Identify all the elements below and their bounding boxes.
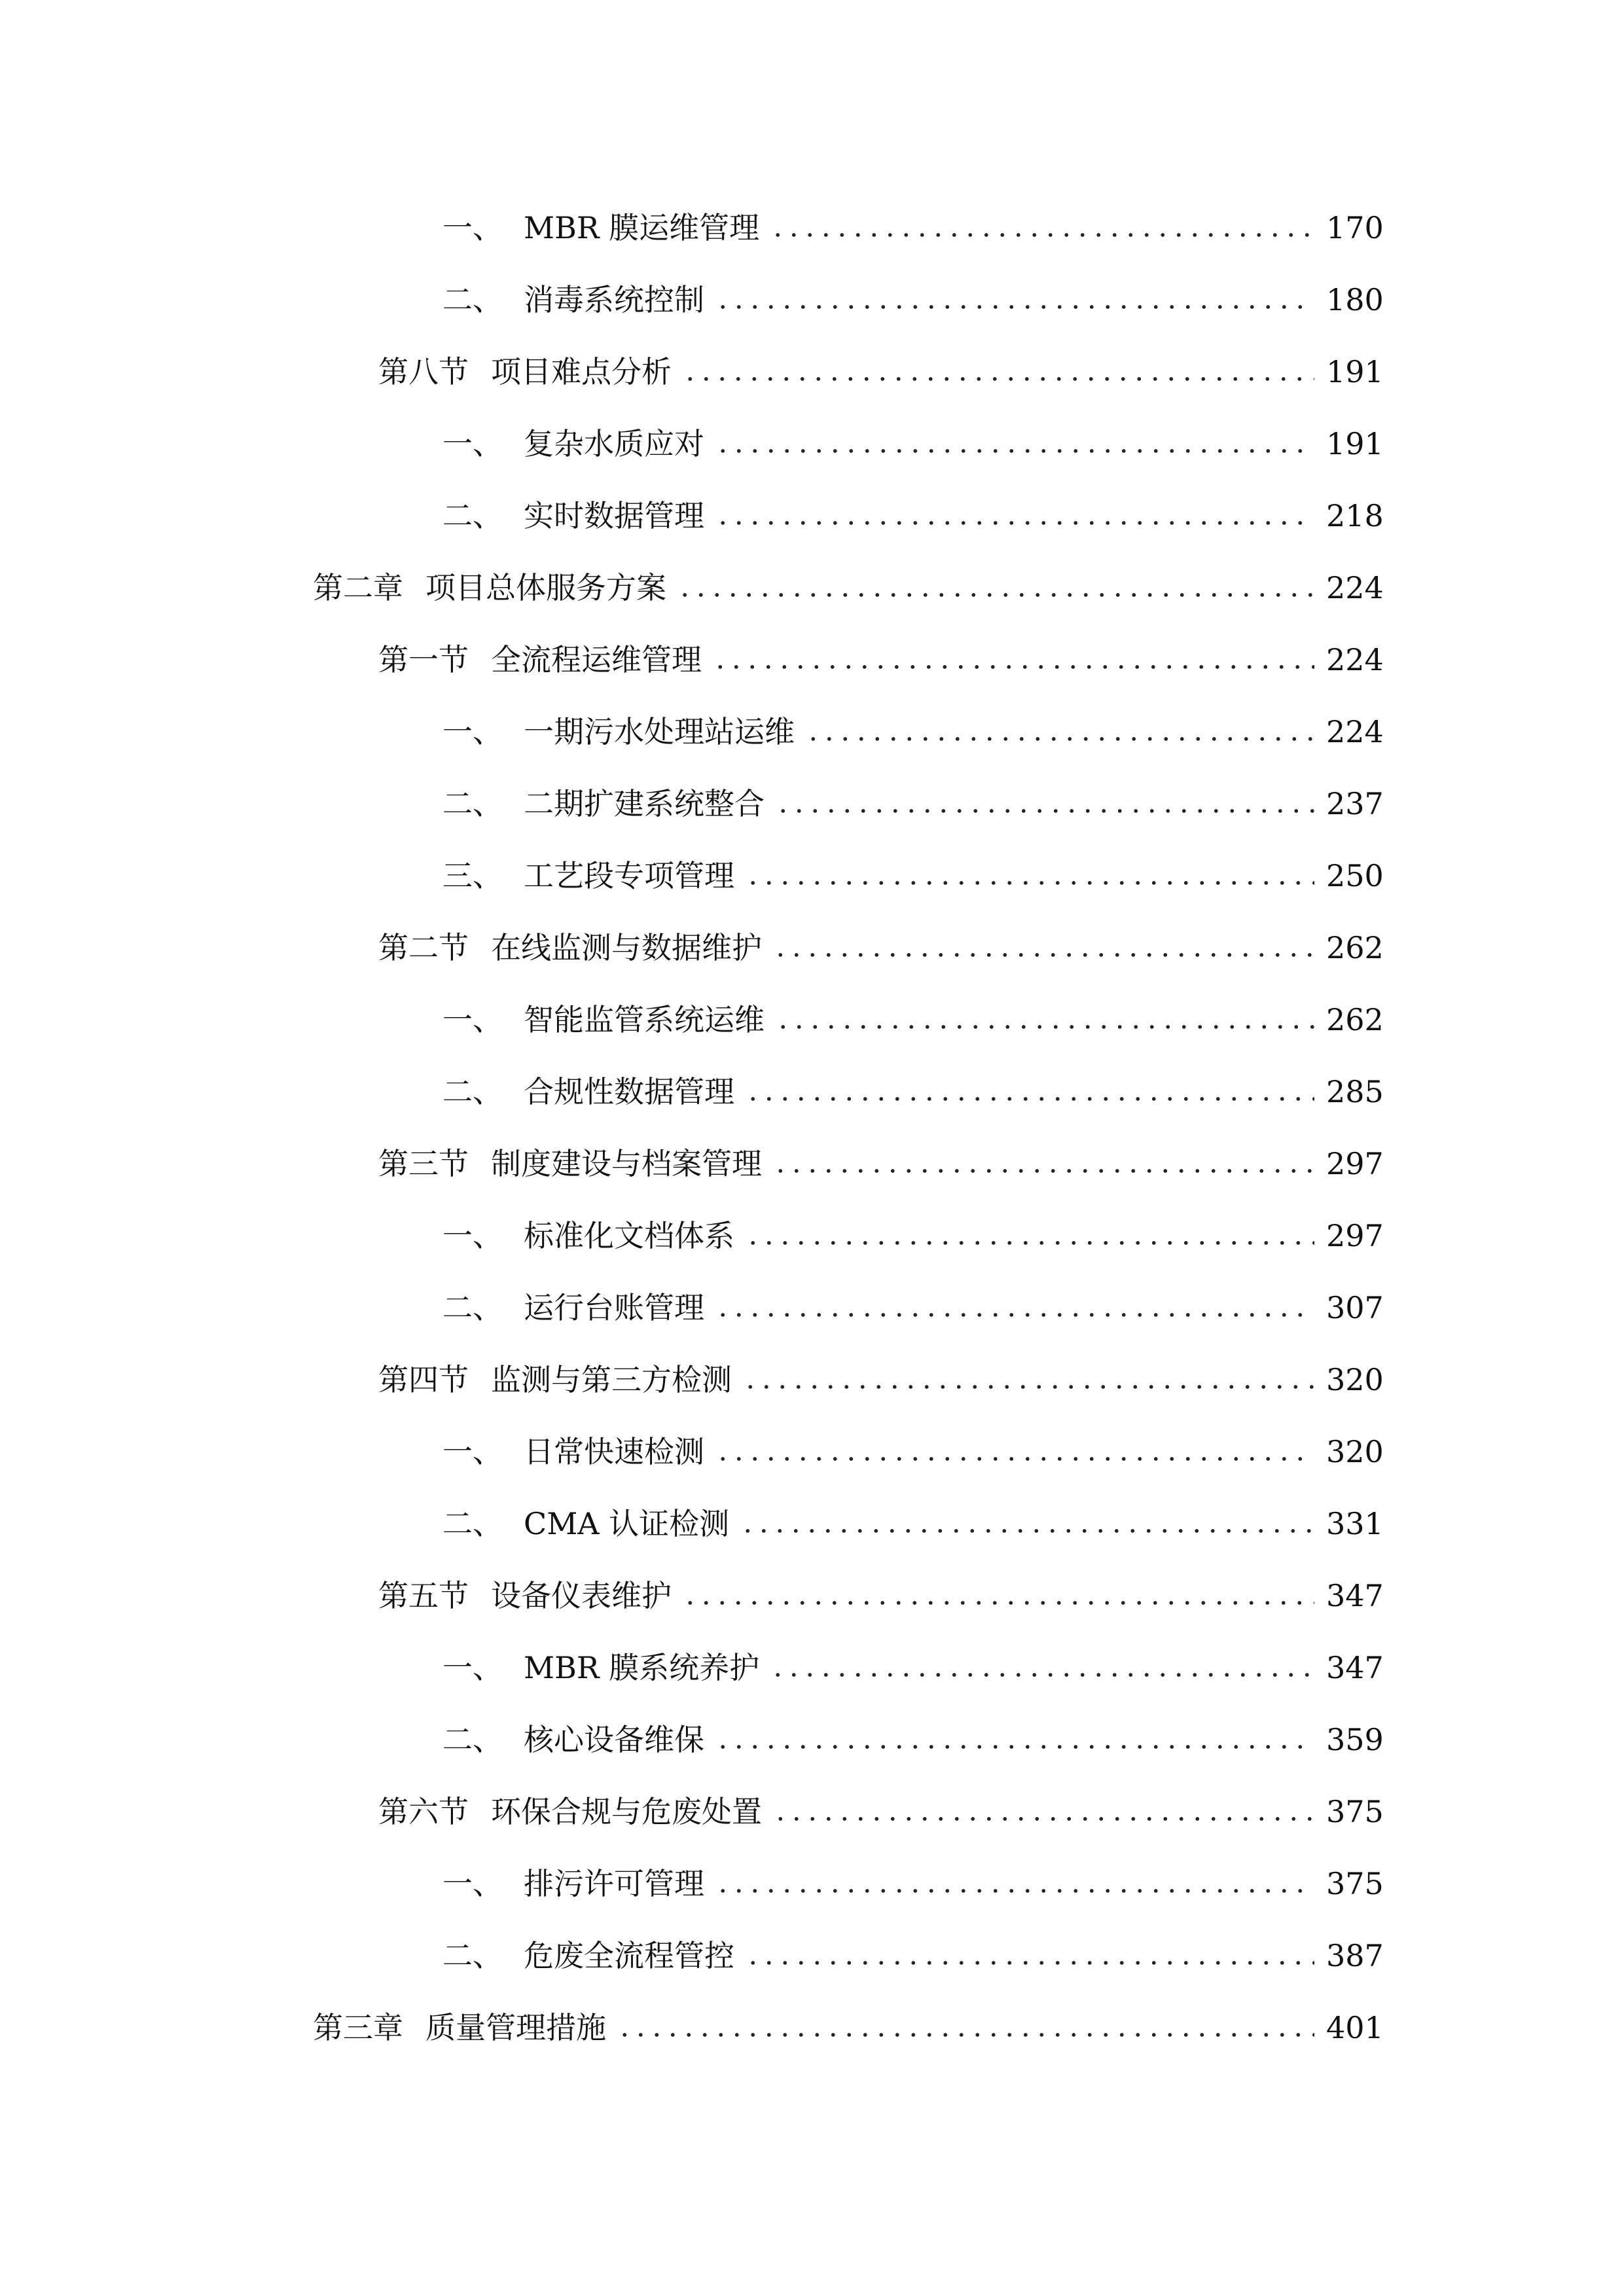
toc-entry[interactable] bbox=[442, 1713, 1384, 1766]
toc-dot-leader bbox=[712, 665, 1314, 669]
toc-entry-title: 设备仪表维护 bbox=[491, 1578, 672, 1613]
toc-dot-leader bbox=[715, 1889, 1314, 1893]
toc-dot-leader bbox=[772, 1169, 1314, 1173]
toc-dot-leader bbox=[770, 233, 1314, 237]
toc-entry[interactable] bbox=[442, 490, 1384, 542]
toc-entry-title: 合规性数据管理 bbox=[524, 1074, 734, 1109]
toc-entry-number: 第一节 bbox=[378, 642, 469, 677]
toc-entry-page: 401 bbox=[1326, 2010, 1384, 2045]
toc-entry[interactable] bbox=[442, 706, 1384, 758]
toc-entry-number: 一、 bbox=[442, 426, 503, 461]
toc-entry[interactable] bbox=[442, 1282, 1384, 1334]
toc-entry[interactable] bbox=[378, 922, 1384, 974]
toc-entry-page: 320 bbox=[1326, 1362, 1384, 1397]
toc-entry-page: 320 bbox=[1326, 1434, 1384, 1469]
toc-entry-number: 二、 bbox=[442, 1722, 503, 1757]
toc-entry[interactable] bbox=[442, 1929, 1384, 1982]
toc-entry[interactable] bbox=[442, 418, 1384, 470]
toc-entry-page: 347 bbox=[1326, 1650, 1384, 1685]
toc-entry-page: 375 bbox=[1326, 1866, 1384, 1901]
toc-entry[interactable] bbox=[378, 634, 1384, 686]
toc-entry[interactable] bbox=[378, 1570, 1384, 1622]
toc-entry-page: 237 bbox=[1326, 786, 1384, 821]
toc-entry-page: 218 bbox=[1326, 498, 1384, 533]
toc-entry-title: 工艺段专项管理 bbox=[524, 858, 734, 893]
toc-entry-title: 标准化文档体系 bbox=[524, 1218, 734, 1253]
toc-entry-page: 375 bbox=[1326, 1794, 1384, 1829]
toc-entry-number: 第三节 bbox=[378, 1146, 469, 1181]
toc-entry[interactable] bbox=[442, 1426, 1384, 1478]
toc-dot-leader bbox=[775, 1025, 1314, 1029]
toc-entry-title: 全流程运维管理 bbox=[491, 642, 702, 677]
toc-entry[interactable] bbox=[378, 1785, 1384, 1838]
toc-dot-leader bbox=[745, 1241, 1314, 1245]
toc-dot-leader bbox=[742, 1385, 1314, 1389]
toc-entry-page: 285 bbox=[1326, 1074, 1384, 1109]
toc-entry-number: 一、 bbox=[442, 1218, 503, 1253]
toc-entry[interactable] bbox=[313, 2001, 1384, 2054]
toc-dot-leader bbox=[715, 305, 1314, 309]
toc-entry-title: 项目总体服务方案 bbox=[425, 570, 666, 605]
toc-entry-title: 在线监测与数据维护 bbox=[491, 930, 762, 965]
toc-entry[interactable] bbox=[442, 1498, 1384, 1550]
toc-entry-number: 一、 bbox=[442, 1866, 503, 1901]
toc-entry-page: 359 bbox=[1326, 1722, 1384, 1757]
toc-entry-number: 三、 bbox=[442, 858, 503, 893]
toc-entry-page: 262 bbox=[1326, 1002, 1384, 1037]
toc-dot-leader bbox=[617, 2033, 1314, 2037]
toc-dot-leader bbox=[740, 1529, 1314, 1533]
toc-dot-leader bbox=[770, 1673, 1314, 1677]
toc-dot-leader bbox=[745, 881, 1314, 885]
toc-dot-leader bbox=[715, 1745, 1314, 1749]
toc-entry-page: 387 bbox=[1326, 1938, 1384, 1973]
toc-entry-title: 二期扩建系统整合 bbox=[524, 786, 765, 821]
toc-dot-leader bbox=[745, 1097, 1314, 1101]
toc-entry-number: 一、 bbox=[442, 1434, 503, 1469]
toc-entry-page: 191 bbox=[1326, 426, 1384, 461]
toc-entry-page: 170 bbox=[1326, 210, 1384, 245]
toc-entry-title: 智能监管系统运维 bbox=[524, 1002, 765, 1037]
toc-entry-number: 一、 bbox=[442, 1002, 503, 1037]
toc-entry-title: 复杂水质应对 bbox=[524, 426, 704, 461]
toc-entry[interactable] bbox=[442, 994, 1384, 1046]
toc-entry-title: 环保合规与危废处置 bbox=[491, 1794, 762, 1829]
toc-dot-leader bbox=[805, 737, 1314, 741]
toc-entry-number: 一、 bbox=[442, 210, 503, 245]
toc-entry-page: 224 bbox=[1326, 714, 1384, 749]
toc-entry-number: 第三章 bbox=[313, 2010, 403, 2045]
toc-entry-number: 第八节 bbox=[378, 354, 469, 389]
toc-entry-number: 第五节 bbox=[378, 1578, 469, 1613]
toc-entry-title: 消毒系统控制 bbox=[524, 282, 704, 317]
toc-entry[interactable] bbox=[313, 562, 1384, 614]
toc-dot-leader bbox=[775, 809, 1314, 813]
toc-entry-title: 核心设备维保 bbox=[524, 1722, 704, 1757]
toc-entry-title: 项目难点分析 bbox=[491, 354, 672, 389]
toc-dot-leader bbox=[745, 1961, 1314, 1965]
toc-dot-leader bbox=[677, 593, 1314, 597]
toc-entry[interactable] bbox=[442, 274, 1384, 326]
toc-dot-leader bbox=[715, 521, 1314, 525]
toc-entry-number: 一、 bbox=[442, 1650, 503, 1685]
toc-entry-number: 第二章 bbox=[313, 570, 403, 605]
toc-entry[interactable] bbox=[442, 1066, 1384, 1118]
toc-entry-number: 二、 bbox=[442, 282, 503, 317]
toc-entry[interactable] bbox=[442, 778, 1384, 830]
toc-entry-title: 质量管理措施 bbox=[425, 2010, 606, 2045]
toc-entry-page: 191 bbox=[1326, 354, 1384, 389]
toc-entry-page: 347 bbox=[1326, 1578, 1384, 1613]
toc-entry-number: 二、 bbox=[442, 1074, 503, 1109]
toc-entry-title: 运行台账管理 bbox=[524, 1290, 704, 1325]
toc-entry-number: 第四节 bbox=[378, 1362, 469, 1397]
toc-entry-title: MBR 膜运维管理 bbox=[524, 210, 760, 245]
toc-dot-leader bbox=[772, 1817, 1314, 1821]
toc-entry-title: 危废全流程管控 bbox=[524, 1938, 734, 1973]
toc-entry-number: 二、 bbox=[442, 786, 503, 821]
toc-entry-page: 307 bbox=[1326, 1290, 1384, 1325]
toc-entry-number: 二、 bbox=[442, 1290, 503, 1325]
toc-entry-page: 224 bbox=[1326, 570, 1384, 605]
toc-entry-title: 监测与第三方检测 bbox=[491, 1362, 732, 1397]
toc-entry-title: 制度建设与档案管理 bbox=[491, 1146, 762, 1181]
toc-entry-title: MBR 膜系统养护 bbox=[524, 1650, 760, 1685]
toc-entry-number: 二、 bbox=[442, 1506, 503, 1541]
toc-entry[interactable] bbox=[378, 1138, 1384, 1190]
toc-entry-page: 262 bbox=[1326, 930, 1384, 965]
toc-entry-number: 二、 bbox=[442, 1938, 503, 1973]
toc-entry-number: 二、 bbox=[442, 498, 503, 533]
toc-entry-page: 331 bbox=[1326, 1506, 1384, 1541]
toc-entry-number: 一、 bbox=[442, 714, 503, 749]
toc-entry-title: 一期污水处理站运维 bbox=[524, 714, 795, 749]
toc-entry-page: 224 bbox=[1326, 642, 1384, 677]
toc-entry-page: 297 bbox=[1326, 1146, 1384, 1181]
toc-entry-title: CMA 认证检测 bbox=[524, 1506, 730, 1541]
toc-entry-number: 第六节 bbox=[378, 1794, 469, 1829]
toc-entry-page: 297 bbox=[1326, 1218, 1384, 1253]
toc-entry[interactable] bbox=[442, 202, 1384, 254]
toc-dot-leader bbox=[772, 953, 1314, 957]
toc-entry[interactable] bbox=[442, 1857, 1384, 1910]
toc-entry[interactable] bbox=[442, 1641, 1384, 1694]
toc-entry-title: 实时数据管理 bbox=[524, 498, 704, 533]
toc-dot-leader bbox=[715, 449, 1314, 453]
toc-dot-leader bbox=[715, 1313, 1314, 1317]
toc-dot-leader bbox=[715, 1457, 1314, 1461]
toc-entry[interactable] bbox=[442, 850, 1384, 902]
toc-entry-page: 180 bbox=[1326, 282, 1384, 317]
toc-entry-title: 排污许可管理 bbox=[524, 1866, 704, 1901]
toc-entry-title: 日常快速检测 bbox=[524, 1434, 704, 1469]
toc-entry[interactable] bbox=[442, 1210, 1384, 1262]
toc-entry-page: 250 bbox=[1326, 858, 1384, 893]
toc-dot-leader bbox=[682, 1601, 1314, 1605]
toc-entry[interactable] bbox=[378, 1354, 1384, 1406]
toc-entry[interactable] bbox=[378, 346, 1384, 398]
toc-dot-leader bbox=[682, 377, 1314, 381]
toc-entry-number: 第二节 bbox=[378, 930, 469, 965]
